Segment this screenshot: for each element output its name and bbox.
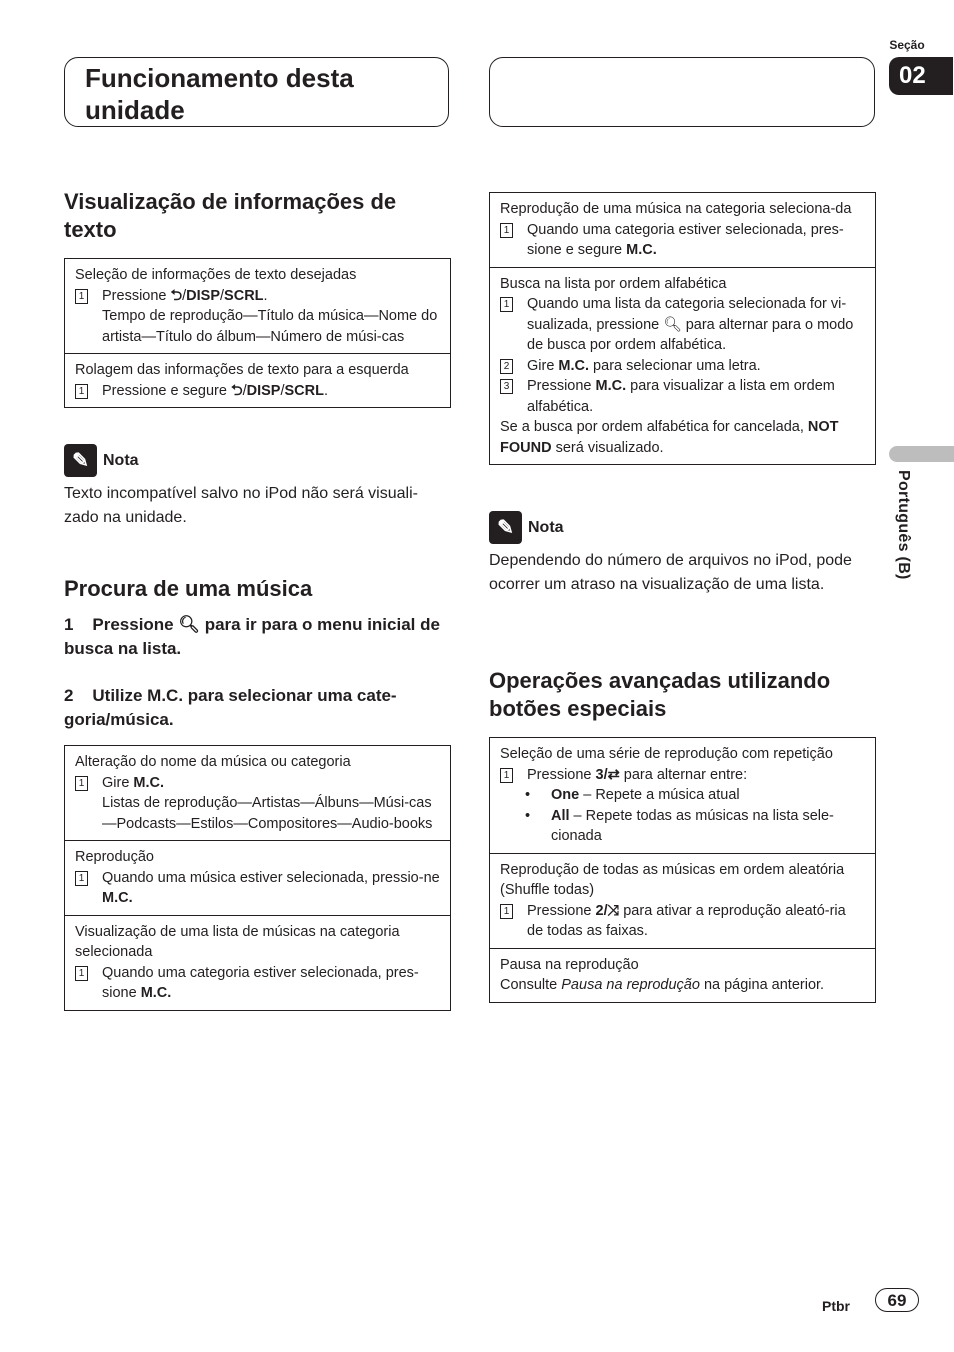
- step-number: 1: [500, 904, 513, 919]
- note-text: Dependendo do número de arquivos no iPod, pode ocorrer um atraso na visualização de uma lista.: [489, 552, 852, 593]
- text-info-table: [64, 258, 451, 408]
- step-1: 1 Pressione 🔍︎ para ir para o menu inicial de busca na lista.: [64, 615, 440, 658]
- search-icon: 🔍︎: [663, 316, 682, 333]
- chapter-title-box: [64, 57, 449, 127]
- table-cell: Alteração do nome da música ou categoria 1 Gire M.C. Listas de reprodução—Artistas—Álbuns—Músi-cas—Podcasts—Estilos—Compositores—Audio-books: [65, 746, 450, 841]
- step-row: 1 Gire M.C. Listas de reprodução—Artistas—Álbuns—Músi-cas—Podcasts—Estilos—Compositores—Audio-books: [75, 773, 440, 835]
- step-number: 2: [500, 359, 513, 374]
- language-tab: [889, 446, 954, 462]
- step-number: 1: [75, 384, 88, 399]
- heading-advanced: Operações avançadas utilizando botões especiais: [489, 668, 831, 721]
- step-number: 1: [75, 871, 88, 886]
- heading-text-info: Visualização de informações de texto: [64, 189, 397, 242]
- step-number: 1: [500, 223, 513, 238]
- table-cell: Reprodução 1 Quando uma música estiver selecionada, pressio-ne M.C.: [65, 841, 450, 916]
- shuffle-icon: ⤨: [607, 902, 620, 919]
- pencil-note-icon: ✎: [489, 511, 522, 544]
- table-cell: Rolagem das informações de texto para a esquerda 1 Pressione e segure ⮌/DISP/SCRL.: [65, 354, 450, 407]
- step-number: 1: [500, 768, 513, 783]
- table-cell: Pausa na reprodução Consulte Pausa na reprodução na página anterior.: [500, 956, 825, 993]
- step-row: 1 Quando uma música estiver selecionada, pressio-ne M.C.: [75, 868, 440, 909]
- step-row: 1 Pressione e segure ⮌/DISP/SCRL.: [75, 381, 440, 402]
- back-arrow-icon: ⮌: [230, 382, 243, 399]
- language-label: Português (B): [895, 470, 912, 580]
- table-cell: Seleção de informações de texto desejadas 1 Pressione ⮌/DISP/SCRL. Tempo de reprodução—Título da música—Nome do artista—Título do álbum—Número de músi-cas: [65, 259, 450, 354]
- chapter-title: Funcionamento desta unidade: [85, 63, 354, 125]
- step-number: 1: [75, 289, 88, 304]
- table-cell: Busca na lista por ordem alfabética 1 Quando uma lista da categoria selecionada for vi-sualizada, pressione 🔍︎ para alternar para o modo de busca por ordem alfabética. 2 Gire M.C. para selecionar uma letra. 3 Pressione M.C. para visualizar a lista em ordem alfabética. Se a busca por ordem alfabética for cancelada, NOT FOUND será visualizado.: [490, 268, 875, 465]
- table-cell: Seleção de uma série de reprodução com repetição 1 Pressione 3/⇄ para alternar entre: • One – Repete a música atual • All – Repete todas as músicas na lista sele-cionada: [490, 738, 875, 854]
- step-row: 1 Quando uma categoria estiver selecionada, pres-sione M.C.: [75, 963, 440, 1004]
- step-number: 1: [500, 297, 513, 312]
- step-row: 1 Pressione ⮌/DISP/SCRL. Tempo de reprodução—Título da música—Nome do artista—Título do álbum—Número de músi-cas: [75, 286, 440, 348]
- table-cell: Reprodução de todas as músicas em ordem aleatória (Shuffle todas) 1 Pressione 2/⤨ para ativar a reprodução aleató-ria de todas as faixas.: [490, 854, 875, 949]
- step-row: 1 Pressione 2/⤨ para ativar a reprodução aleató-ria de todas as faixas.: [500, 901, 865, 942]
- repeat-icon: ⇄: [607, 766, 620, 783]
- header-empty-box: [489, 57, 875, 127]
- music-search-table: [64, 745, 451, 1011]
- step-2: 2 Utilize M.C. para selecionar uma cate-goria/música.: [64, 686, 397, 729]
- step-number: 1: [75, 776, 88, 791]
- table-cell: Reprodução de uma música na categoria seleciona-da 1 Quando uma categoria estiver selecionada, pres-sione e segure M.C.: [490, 193, 875, 268]
- note-text: Texto incompatível salvo no iPod não será visuali-zado na unidade.: [64, 485, 418, 526]
- step-row: 1 Quando uma categoria estiver selecionada, pres-sione e segure M.C.: [500, 220, 865, 261]
- category-table: [489, 192, 876, 465]
- step-number: 3: [500, 379, 513, 394]
- step-row: 2 Gire M.C. para selecionar uma letra.: [500, 356, 865, 377]
- step-row: 1 Quando uma lista da categoria selecionada for vi-sualizada, pressione 🔍︎ para alternar para o modo de busca por ordem alfabética.: [500, 294, 865, 356]
- pencil-note-icon: ✎: [64, 444, 97, 477]
- step-row: 1 Pressione 3/⇄ para alternar entre:: [500, 765, 865, 786]
- advanced-ops-table: [489, 737, 876, 1003]
- page-number: 69: [875, 1288, 919, 1312]
- language-code: Ptbr: [822, 1298, 850, 1314]
- table-cell: Visualização de uma lista de músicas na categoria selecionada 1 Quando uma categoria estiver selecionada, pres-sione M.C.: [65, 916, 450, 1010]
- step-number: 1: [75, 966, 88, 981]
- list-item: • All – Repete todas as músicas na lista sele-cionada: [525, 807, 834, 844]
- note-heading: ✎ Nota: [489, 511, 564, 544]
- note-heading: ✎ Nota: [64, 444, 139, 477]
- heading-search: Procura de uma música: [64, 576, 313, 601]
- back-arrow-icon: ⮌: [170, 287, 183, 304]
- section-number-tab: 02: [889, 57, 953, 95]
- step-row: 3 Pressione M.C. para visualizar a lista em ordem alfabética.: [500, 376, 865, 417]
- section-label: Seção: [889, 38, 925, 52]
- search-icon: 🔍︎: [178, 615, 200, 634]
- list-item: • One – Repete a música atual: [525, 787, 740, 803]
